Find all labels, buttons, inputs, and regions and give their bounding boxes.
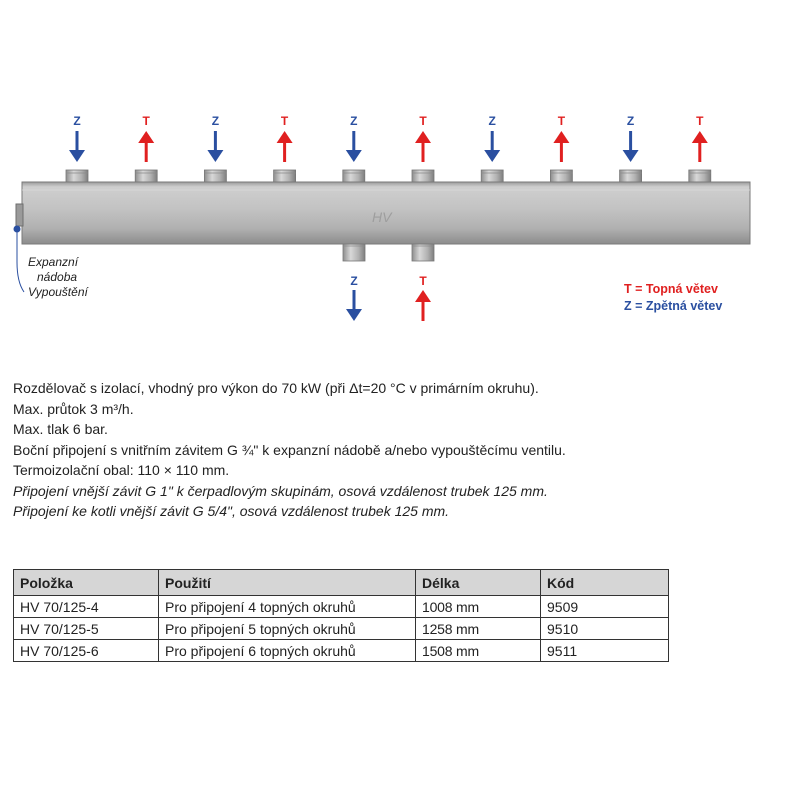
supply-arrow-icon [138,131,154,162]
supply-label: T [419,274,427,288]
description-line: Připojení vnější závit G 1" k čerpadlovým skupinám, osová vzdálenost trubek 125 mm. [13,482,548,499]
column-header-usage: Použití [159,570,416,596]
side-note-line: Expanzní [28,255,79,269]
product-table [13,569,669,662]
cell-usage: Pro připojení 5 topných okruhů [159,618,416,640]
table-row [14,596,669,618]
cell-usage: Pro připojení 4 topných okruhů [159,596,416,618]
table-row [14,618,669,640]
legend [624,281,722,315]
return-label: Z [488,114,496,128]
cell-length: 1008 mm [416,596,541,618]
supply-arrow-icon [415,131,431,162]
cell-item: HV 70/125-4 [14,596,159,618]
return-label: Z [73,114,81,128]
column-header-item: Položka [14,570,159,596]
side-connection [16,204,23,226]
table-row [14,640,669,662]
bottom-flow-arrows [346,274,431,321]
cell-length: 1508 mm [416,640,541,662]
return-arrow-icon [69,131,85,162]
side-note-line: Vypouštění [28,285,88,299]
description-line: Připojení ke kotli vnější závit G 5/4", osová vzdálenost trubek 125 mm. [13,503,450,519]
return-label: Z [626,114,635,128]
top-flow-arrows [69,114,708,162]
side-connection-marker [14,226,21,233]
supply-label: T [557,114,566,128]
description-line: Max. tlak 6 bar. [13,421,108,437]
return-arrow-icon [484,131,500,162]
manifold-diagram [0,0,800,340]
supply-label: T [142,114,150,128]
description-line: Termoizolační obal: 110 × 110 mm. [13,462,230,478]
bottom-pipe-stubs [343,243,434,261]
cell-code: 9509 [541,596,669,618]
supply-arrow-icon [553,131,569,162]
description-line: Max. průtok 3 m³/h. [13,400,134,417]
supply-label: T [280,114,289,128]
cell-usage: Pro připojení 6 topných okruhů [159,640,416,662]
column-header-length: Délka [416,570,541,596]
supply-label: T [419,114,427,128]
column-header-code: Kód [541,570,669,596]
cell-code: 9511 [541,640,669,662]
return-label: Z [350,274,358,288]
cell-length: 1258 mm [416,618,541,640]
cell-item: HV 70/125-5 [14,618,159,640]
cell-code: 9510 [541,618,669,640]
product-description [13,378,793,522]
description-line: Boční připojení s vnitřním závitem G ¾" k expanzní nádobě a/nebo vypouštěcímu ventilu. [13,441,566,458]
legend-supply: T = Topná větev [624,282,718,296]
return-arrow-icon [623,131,639,162]
legend-return: Z = Zpětná větev [624,299,723,313]
supply-arrow-icon [692,131,708,162]
brand-mark: HV [372,209,392,225]
return-label: Z [211,114,220,128]
return-arrow-icon [346,290,362,321]
return-arrow-icon [346,131,362,162]
supply-arrow-icon [415,290,431,321]
cell-item: HV 70/125-6 [14,640,159,662]
supply-label: T [696,114,704,128]
description-line: Rozdělovač s izolací, vhodný pro výkon do 70 kW (při Δt=20 °C v primárním okruhu). [13,380,539,396]
table-header-row [14,570,669,596]
side-note-line: nádoba [37,270,78,284]
supply-arrow-icon [277,131,293,162]
return-label: Z [350,114,358,128]
side-note-expansion [28,255,88,300]
return-arrow-icon [207,131,223,162]
